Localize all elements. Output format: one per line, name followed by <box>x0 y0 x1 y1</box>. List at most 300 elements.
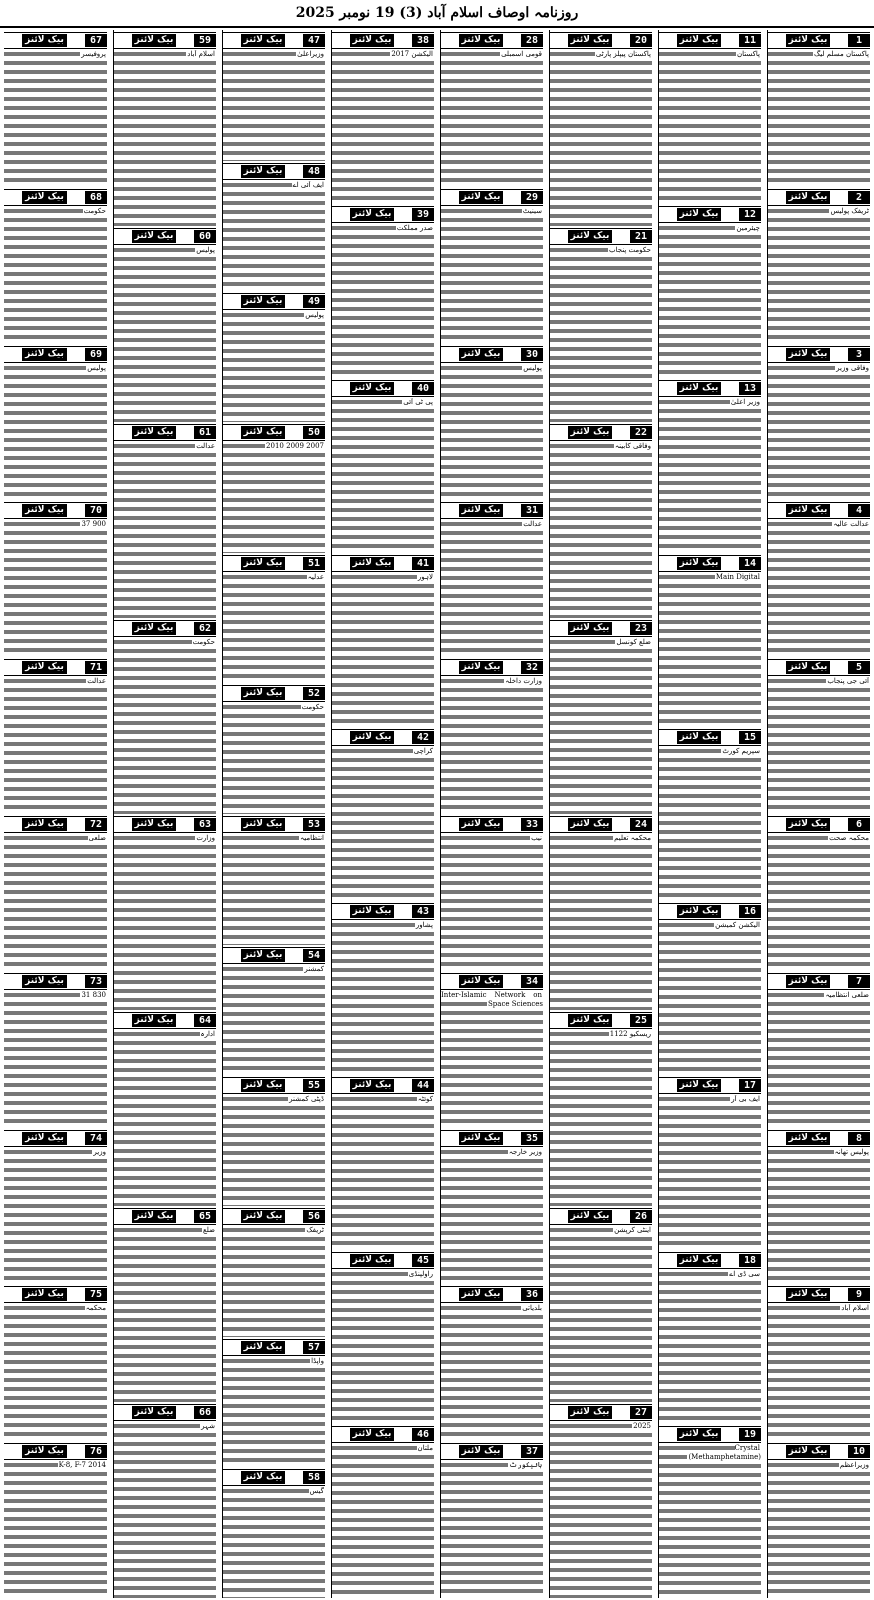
notice-body <box>223 703 325 814</box>
notice-item <box>441 657 543 814</box>
section-tag: بیک لائنز <box>350 557 394 570</box>
section-tag: بیک لائنز <box>22 1288 67 1301</box>
notice-header <box>4 1443 107 1460</box>
notice-lead-text: کوئٹہ <box>417 1095 433 1104</box>
notice-header <box>4 32 107 49</box>
notice-number: 69 <box>85 348 107 361</box>
notice-item <box>4 1284 107 1441</box>
section-tag: بیک لائنز <box>786 1132 830 1145</box>
notice-lead-text: عدالت <box>523 520 542 529</box>
notice-body <box>4 677 107 814</box>
notice-number: 28 <box>521 34 543 47</box>
notice-number: 27 <box>630 1406 652 1419</box>
notice-lead-text: لاہور <box>417 572 433 581</box>
notice-header <box>332 729 434 746</box>
notice-body <box>659 398 761 552</box>
notice-body <box>223 1095 325 1206</box>
section-tag: بیک لائنز <box>677 208 721 221</box>
notice-header <box>441 346 543 363</box>
notice-body <box>4 1461 107 1598</box>
section-tag: بیک لائنز <box>786 348 830 361</box>
notice-number: 36 <box>521 1288 543 1301</box>
notice-number: 29 <box>521 191 543 204</box>
notice-number: 42 <box>412 731 434 744</box>
notice-number: 50 <box>303 426 325 439</box>
notice-item <box>114 1402 216 1598</box>
notice-number: 20 <box>630 34 652 47</box>
notice-item <box>114 226 216 422</box>
section-tag: بیک لائنز <box>459 191 503 204</box>
notice-body <box>4 364 107 501</box>
notice-lead-text: سپریم کورٹ <box>722 746 760 755</box>
notice-item <box>4 1441 107 1598</box>
notice-lead-text: الیکشن 2017 <box>391 50 433 58</box>
notice-header <box>550 816 652 833</box>
notice-lead-text: انتظامیہ <box>300 834 324 843</box>
notice-item <box>332 1250 434 1424</box>
section-tag: بیک لائنز <box>132 622 176 635</box>
notice-lead-text: ریسکیو 1122 <box>609 1030 651 1038</box>
notice-item <box>659 901 761 1075</box>
notice-body <box>223 311 325 422</box>
notice-lead-text: پاکستان مسلم لیگ <box>814 50 869 58</box>
notice-item <box>114 1010 216 1206</box>
notice-number: 70 <box>85 504 107 517</box>
section-tag: بیک لائنز <box>786 1288 830 1301</box>
notice-lead-text: قومی اسمبلی <box>501 50 542 58</box>
section-tag: بیک لائنز <box>459 1132 503 1145</box>
notice-body <box>768 207 870 344</box>
notice-body <box>332 747 434 901</box>
notice-body <box>441 677 543 814</box>
section-tag: بیک لائنز <box>132 1406 176 1419</box>
notice-number: 41 <box>412 557 434 570</box>
notice-item <box>223 422 325 553</box>
notice-number: 38 <box>412 34 434 47</box>
notice-body <box>550 50 652 226</box>
notice-number: 37 <box>521 1445 543 1458</box>
notice-body <box>768 1461 870 1598</box>
notice-item <box>768 344 870 501</box>
notice-item <box>768 657 870 814</box>
section-tag: بیک لائنز <box>786 1445 830 1458</box>
notice-number: 56 <box>303 1210 325 1223</box>
notice-body <box>223 50 325 161</box>
notice-body <box>659 921 761 1075</box>
notice-lead-text: ضلع کونسل <box>616 638 651 646</box>
notice-number: 40 <box>412 382 434 395</box>
section-tag: بیک لائنز <box>459 975 503 988</box>
notice-body <box>114 834 216 1010</box>
notice-body <box>223 573 325 684</box>
section-tag: بیک لائنز <box>22 818 67 831</box>
notice-number: 73 <box>85 975 107 988</box>
notice-body <box>332 224 434 378</box>
notice-lead-text: محکمہ <box>85 1304 106 1313</box>
notice-body <box>4 834 107 971</box>
notice-lead-text: پولیس <box>305 311 324 320</box>
notice-number: 55 <box>303 1079 325 1092</box>
section-tag: بیک لائنز <box>568 818 612 831</box>
notice-lead-text: ڈپٹی کمشنر <box>289 1095 324 1104</box>
notice-number: 11 <box>739 34 761 47</box>
notice-header <box>768 659 870 676</box>
notice-body <box>768 677 870 814</box>
notice-body <box>332 921 434 1075</box>
notice-header <box>4 1130 107 1147</box>
notice-item <box>223 291 325 422</box>
notice-lead-text: ایف بی آر <box>731 1095 760 1104</box>
notice-item <box>332 553 434 727</box>
notice-number: 63 <box>194 818 216 831</box>
notice-item <box>441 187 543 344</box>
notice-number: 47 <box>303 34 325 47</box>
notice-item <box>332 30 434 204</box>
notice-item <box>768 1441 870 1598</box>
notice-lead-text: پشاور <box>415 921 433 930</box>
notice-lead-text: ملتان <box>417 1443 433 1452</box>
notice-lead-text: وزارت <box>196 834 215 842</box>
notice-lead-text: وزیراعلیٰ <box>297 50 324 58</box>
section-tag: بیک لائنز <box>786 661 830 674</box>
section-tag: بیک لائنز <box>22 661 67 674</box>
notice-lead-text: محکمہ صحت <box>829 833 869 842</box>
notice-lead-text: پولیس <box>196 246 215 254</box>
notice-item <box>223 1337 325 1468</box>
notice-body <box>441 1304 543 1441</box>
notice-lead-text: Crystal (Methamphetamine) <box>688 1443 761 1461</box>
notice-body <box>4 1304 107 1441</box>
notice-number: 34 <box>521 975 543 988</box>
section-tag: بیک لائنز <box>568 1406 612 1419</box>
notice-lead-text: وزیر خارجہ <box>508 1147 542 1156</box>
notice-lead-text: وفاقی وزیر <box>836 363 869 372</box>
notice-number: 58 <box>303 1471 325 1484</box>
notice-body <box>441 50 543 187</box>
notice-body <box>768 991 870 1128</box>
notice-header <box>332 32 434 49</box>
notice-number: 67 <box>85 34 107 47</box>
notice-item <box>114 814 216 1010</box>
notice-item <box>332 378 434 552</box>
notice-item <box>4 814 107 971</box>
notice-lead-text: وزارت داخلہ <box>505 677 542 686</box>
notice-number: 61 <box>194 426 216 439</box>
notice-header <box>550 1012 652 1029</box>
notice-header <box>332 206 434 223</box>
notice-item <box>768 971 870 1128</box>
notice-body <box>550 1422 652 1598</box>
notice-body <box>114 1226 216 1402</box>
notice-item <box>550 1010 652 1206</box>
notice-lead-text: سینیٹ <box>522 206 542 215</box>
notice-column <box>113 30 216 1598</box>
section-tag: بیک لائنز <box>241 687 285 700</box>
section-tag: بیک لائنز <box>459 1288 503 1301</box>
notice-number: 44 <box>412 1079 434 1092</box>
section-tag: بیک لائنز <box>350 731 394 744</box>
notice-body <box>4 207 107 344</box>
section-tag: بیک لائنز <box>132 1014 176 1027</box>
notice-lead-text: اسلام آباد <box>841 1304 869 1313</box>
notice-body <box>332 1444 434 1598</box>
section-tag: بیک لائنز <box>241 1471 285 1484</box>
notice-body <box>768 1304 870 1441</box>
notice-number: 59 <box>194 34 216 47</box>
notice-lead-text: ٹریفک پولیس <box>830 206 869 215</box>
notice-item <box>114 1206 216 1402</box>
notice-body <box>768 50 870 187</box>
notice-item <box>441 814 543 971</box>
notice-number: 1 <box>848 34 870 47</box>
notice-item <box>332 204 434 378</box>
section-tag: بیک لائنز <box>241 1341 285 1354</box>
notice-header <box>114 1404 216 1421</box>
notice-item <box>332 1424 434 1598</box>
notice-item <box>4 500 107 657</box>
notice-lead-text: آئی جی پنجاب <box>827 677 869 686</box>
notice-item <box>659 553 761 727</box>
notice-lead-text: الیکشن کمیشن <box>715 921 760 930</box>
notice-number: 5 <box>848 661 870 674</box>
notice-header <box>659 903 761 920</box>
section-tag: بیک لائنز <box>22 348 67 361</box>
notice-lead-text: K-8, F-7 2014 <box>58 1461 106 1470</box>
notice-column <box>767 30 870 1598</box>
section-tag: بیک لائنز <box>241 949 285 962</box>
notice-number: 24 <box>630 818 652 831</box>
section-tag: بیک لائنز <box>350 1428 394 1441</box>
section-tag: بیک لائنز <box>568 426 612 439</box>
section-tag: بیک لائنز <box>22 504 67 517</box>
section-tag: بیک لائنز <box>677 905 721 918</box>
notice-header <box>114 1012 216 1029</box>
section-tag: بیک لائنز <box>22 1445 67 1458</box>
notice-lead-text: شہر <box>201 1422 215 1430</box>
notice-item <box>659 1424 761 1598</box>
notice-body <box>332 573 434 727</box>
notice-body <box>114 1422 216 1598</box>
notice-lead-text: چیئرمین <box>736 224 760 233</box>
notice-header <box>768 32 870 49</box>
notice-number: 66 <box>194 1406 216 1419</box>
notice-lead-text: پولیس تھانہ <box>834 1147 869 1156</box>
notice-body <box>441 364 543 501</box>
section-tag: بیک لائنز <box>786 34 830 47</box>
notice-number: 31 <box>521 504 543 517</box>
section-tag: بیک لائنز <box>568 230 612 243</box>
notice-body <box>550 834 652 1010</box>
notice-body <box>223 965 325 1076</box>
notice-item <box>441 1441 543 1598</box>
notice-header <box>223 424 325 441</box>
notice-item <box>441 344 543 501</box>
notice-number: 57 <box>303 1341 325 1354</box>
notice-lead-text: گیس <box>309 1487 324 1496</box>
section-tag: بیک لائنز <box>568 1014 612 1027</box>
notice-item <box>223 161 325 292</box>
notice-number: 75 <box>85 1288 107 1301</box>
notice-number: 6 <box>848 818 870 831</box>
notice-column <box>440 30 543 1598</box>
notice-item <box>550 30 652 226</box>
notice-item <box>4 971 107 1128</box>
notice-item <box>114 30 216 226</box>
notice-body <box>4 991 107 1128</box>
section-tag: بیک لائنز <box>241 295 285 308</box>
notice-body <box>4 50 107 187</box>
notice-item <box>768 1128 870 1285</box>
section-tag: بیک لائنز <box>350 905 394 918</box>
section-tag: بیک لائنز <box>568 1210 612 1223</box>
notice-body <box>223 442 325 553</box>
notice-header <box>441 502 543 519</box>
notice-body <box>550 246 652 422</box>
notice-header <box>223 293 325 310</box>
notice-lead-text: محکمہ تعلیم <box>614 834 651 842</box>
notice-header <box>659 729 761 746</box>
notice-header <box>768 502 870 519</box>
section-tag: بیک لائنز <box>132 426 176 439</box>
notice-body <box>441 991 543 1128</box>
notice-header <box>441 816 543 833</box>
notice-header <box>768 816 870 833</box>
notice-body <box>659 1095 761 1249</box>
notice-lead-text: ایف آئی اے <box>292 180 324 189</box>
notice-lead-text: پی ٹی آئی <box>403 398 433 407</box>
notice-header <box>332 380 434 397</box>
notice-lead-text: ضلعی <box>88 833 106 842</box>
notice-lead-text: کراچی <box>413 746 433 755</box>
notice-column <box>331 30 434 1598</box>
notice-body <box>659 224 761 378</box>
notice-number: 65 <box>194 1210 216 1223</box>
section-tag: بیک لائنز <box>350 1079 394 1092</box>
notice-lead-text: Inter-Islamic Network on Space Sciences <box>441 990 543 1008</box>
notice-item <box>332 727 434 901</box>
notice-number: 35 <box>521 1132 543 1145</box>
notice-lead-text: ٹریفک <box>306 1226 324 1235</box>
notice-header <box>441 32 543 49</box>
section-tag: بیک لائنز <box>241 34 285 47</box>
section-tag: بیک لائنز <box>677 557 721 570</box>
section-tag: بیک لائنز <box>786 191 830 204</box>
notice-item <box>332 901 434 1075</box>
notice-item <box>223 1206 325 1337</box>
notice-lead-text: 2007 2009 2010 <box>266 442 324 451</box>
notice-item <box>4 657 107 814</box>
notice-lead-text: وزیراعظم <box>839 1461 869 1470</box>
notice-header <box>768 1286 870 1303</box>
notice-lead-text: ادارہ <box>200 1030 215 1038</box>
notice-item <box>659 378 761 552</box>
notice-header <box>223 1469 325 1486</box>
section-tag: بیک لائنز <box>350 34 394 47</box>
notice-number: 19 <box>739 1428 761 1441</box>
notice-lead-text: وفاقی کابینہ <box>614 442 651 450</box>
notice-item <box>768 1284 870 1441</box>
section-tag: بیک لائنز <box>459 818 503 831</box>
notice-header <box>4 816 107 833</box>
notice-item <box>441 1128 543 1285</box>
notice-lead-text: پولیس <box>523 363 542 372</box>
notice-column <box>658 30 761 1598</box>
notice-body <box>114 638 216 814</box>
section-tag: بیک لائنز <box>459 1445 503 1458</box>
notice-body <box>223 834 325 945</box>
notice-item <box>223 30 325 161</box>
notice-lead-text: 900 37 <box>81 520 106 529</box>
notice-number: 3 <box>848 348 870 361</box>
notice-number: 25 <box>630 1014 652 1027</box>
notice-lead-text: 830 31 <box>81 990 106 999</box>
notice-number: 74 <box>85 1132 107 1145</box>
notice-header <box>4 659 107 676</box>
notice-number: 33 <box>521 818 543 831</box>
notice-item <box>550 814 652 1010</box>
notice-item <box>550 1402 652 1598</box>
notice-item <box>659 1250 761 1424</box>
notice-header <box>223 163 325 180</box>
notice-body <box>550 638 652 814</box>
section-tag: بیک لائنز <box>132 818 176 831</box>
notice-header <box>550 1208 652 1225</box>
notice-number: 54 <box>303 949 325 962</box>
section-tag: بیک لائنز <box>677 1254 721 1267</box>
notice-number: 10 <box>848 1445 870 1458</box>
section-tag: بیک لائنز <box>132 1210 176 1223</box>
notice-header <box>332 903 434 920</box>
notice-header <box>441 973 543 990</box>
section-tag: بیک لائنز <box>241 557 285 570</box>
notice-item <box>4 1128 107 1285</box>
notice-header <box>332 1077 434 1094</box>
notice-number: 52 <box>303 687 325 700</box>
notice-lead-text: اینٹی کرپشن <box>614 1226 651 1234</box>
section-tag: بیک لائنز <box>459 348 503 361</box>
notice-item <box>550 1206 652 1402</box>
notice-body <box>441 1148 543 1285</box>
notice-header <box>659 1252 761 1269</box>
notice-header <box>550 424 652 441</box>
section-tag: بیک لائنز <box>22 1132 67 1145</box>
notice-header <box>332 555 434 572</box>
masthead-title <box>0 0 874 28</box>
notice-lead-text: عدالت <box>87 677 106 686</box>
section-tag: بیک لائنز <box>677 34 721 47</box>
notice-header <box>114 228 216 245</box>
notice-header <box>223 555 325 572</box>
section-tag: بیک لائنز <box>22 34 67 47</box>
notice-number: 18 <box>739 1254 761 1267</box>
notice-number: 53 <box>303 818 325 831</box>
notice-number: 60 <box>194 230 216 243</box>
section-tag: بیک لائنز <box>241 818 285 831</box>
notice-body <box>114 442 216 618</box>
notice-number: 76 <box>85 1445 107 1458</box>
notice-lead-text: نیب <box>531 833 542 842</box>
notice-item <box>4 30 107 187</box>
notice-lead-text: حکومت <box>192 638 215 646</box>
notice-number: 68 <box>85 191 107 204</box>
notice-body <box>550 442 652 618</box>
notice-lead-text: راولپنڈی <box>408 1269 433 1278</box>
notice-lead-text: حکومت <box>83 206 106 215</box>
notice-item <box>441 30 543 187</box>
notice-header <box>768 1443 870 1460</box>
notice-body <box>441 207 543 344</box>
notice-header <box>659 32 761 49</box>
